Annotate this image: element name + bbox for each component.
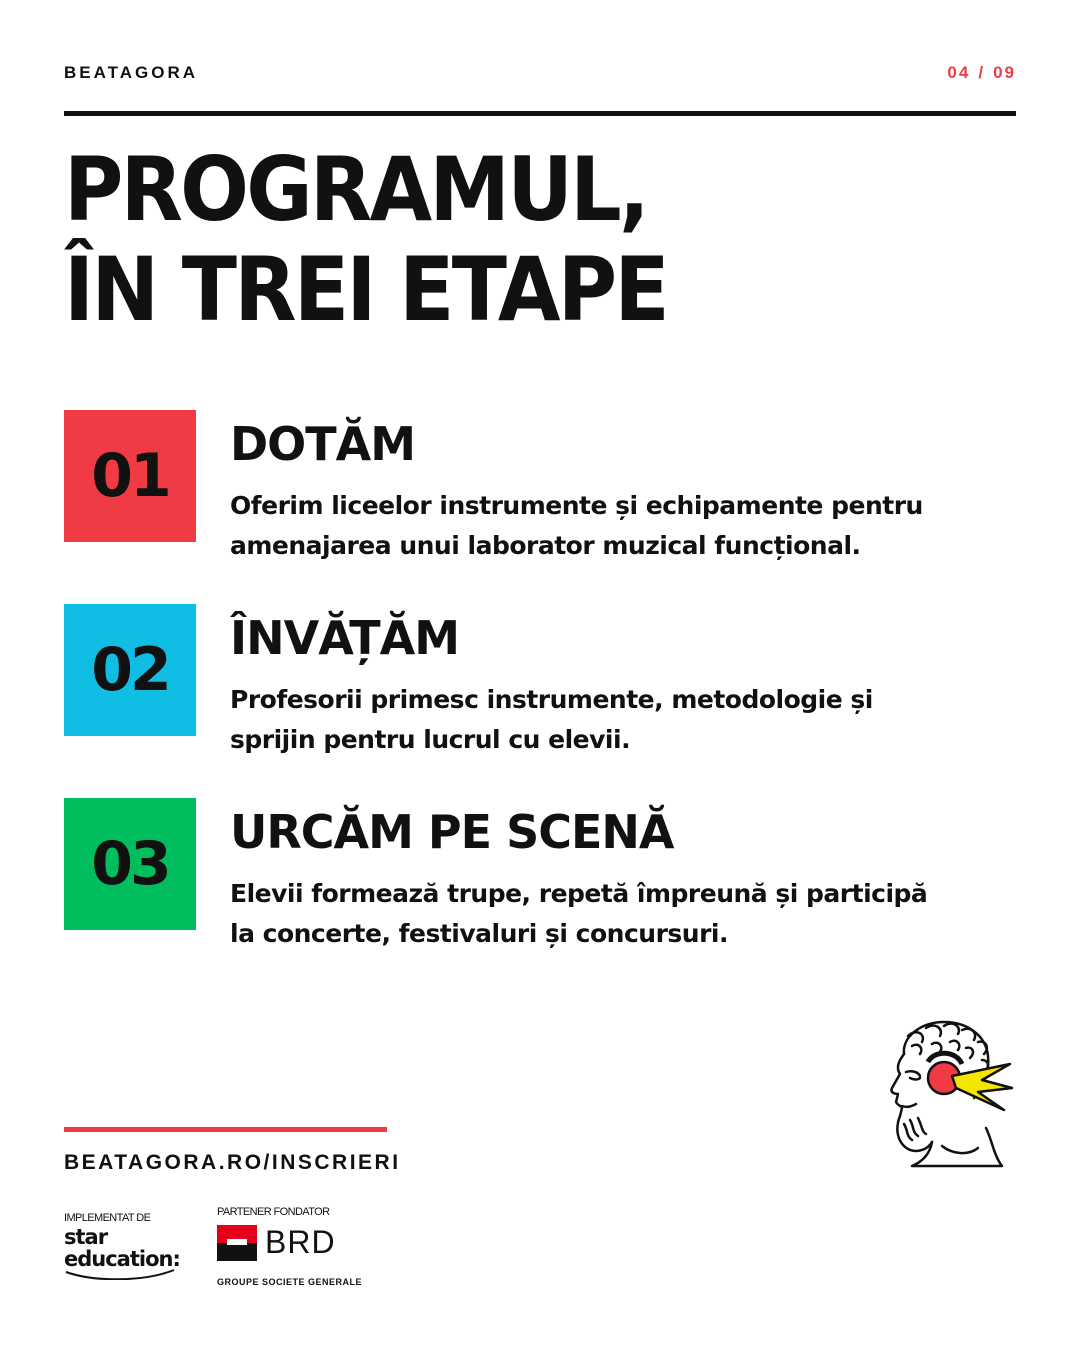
page-indicator [947, 63, 1016, 83]
step-1 [64, 410, 1016, 560]
page-title-line-1: PROGRAMUL, [64, 138, 648, 241]
brd-logo-icon [217, 1225, 257, 1261]
step-1-number-badge: 01 [64, 410, 196, 542]
step-2-description: Profesorii primesc instrumente, metodologie și sprijin pentru lucrul cu elevii. [230, 685, 873, 754]
star-education-logo [64, 1226, 180, 1270]
step-3-title: URCĂM PE SCENĂ [230, 805, 674, 859]
brd-tagline: GROUPE SOCIETE GENERALE [217, 1277, 363, 1287]
implemented-by-label: IMPLEMENTAT DE [64, 1212, 151, 1224]
step-3 [64, 798, 1016, 948]
step-1-title: DOTĂM [230, 417, 416, 471]
statue-head-headphones-lightning-icon [882, 1016, 1016, 1178]
step-3-number-badge: 03 [64, 798, 196, 930]
page-separator: / [978, 63, 986, 82]
step-3-description: Elevii formează trupe, repetă împreună și participă la concerte, festivaluri și concursuri. [230, 879, 928, 948]
star-education-swoosh-icon [64, 1268, 176, 1280]
signup-link[interactable]: BEATAGORA.RO/INSCRIERI [64, 1151, 401, 1174]
footer-accent-divider [64, 1127, 387, 1132]
founding-partner-label: PARTENER FONDATOR [217, 1206, 330, 1218]
star-education-logo-line-2: education: [64, 1247, 180, 1271]
top-divider [64, 111, 1016, 116]
star-education-logo-line-1: star [64, 1225, 108, 1249]
step-1-description: Oferim liceelor instrumente și echipamente pentru amenajarea unui laborator muzical funcțional. [230, 491, 923, 560]
page-title [64, 140, 667, 340]
page-current: 04 [947, 63, 971, 82]
step-2-title: ÎNVĂȚĂM [230, 611, 459, 665]
page-total: 09 [993, 63, 1016, 82]
page-title-line-2: ÎN TREI ETAPE [64, 238, 667, 341]
step-2 [64, 604, 1016, 754]
step-2-number-badge: 02 [64, 604, 196, 736]
brand-name: BEATAGORA [64, 63, 199, 82]
brd-logo-text: BRD [265, 1224, 336, 1260]
